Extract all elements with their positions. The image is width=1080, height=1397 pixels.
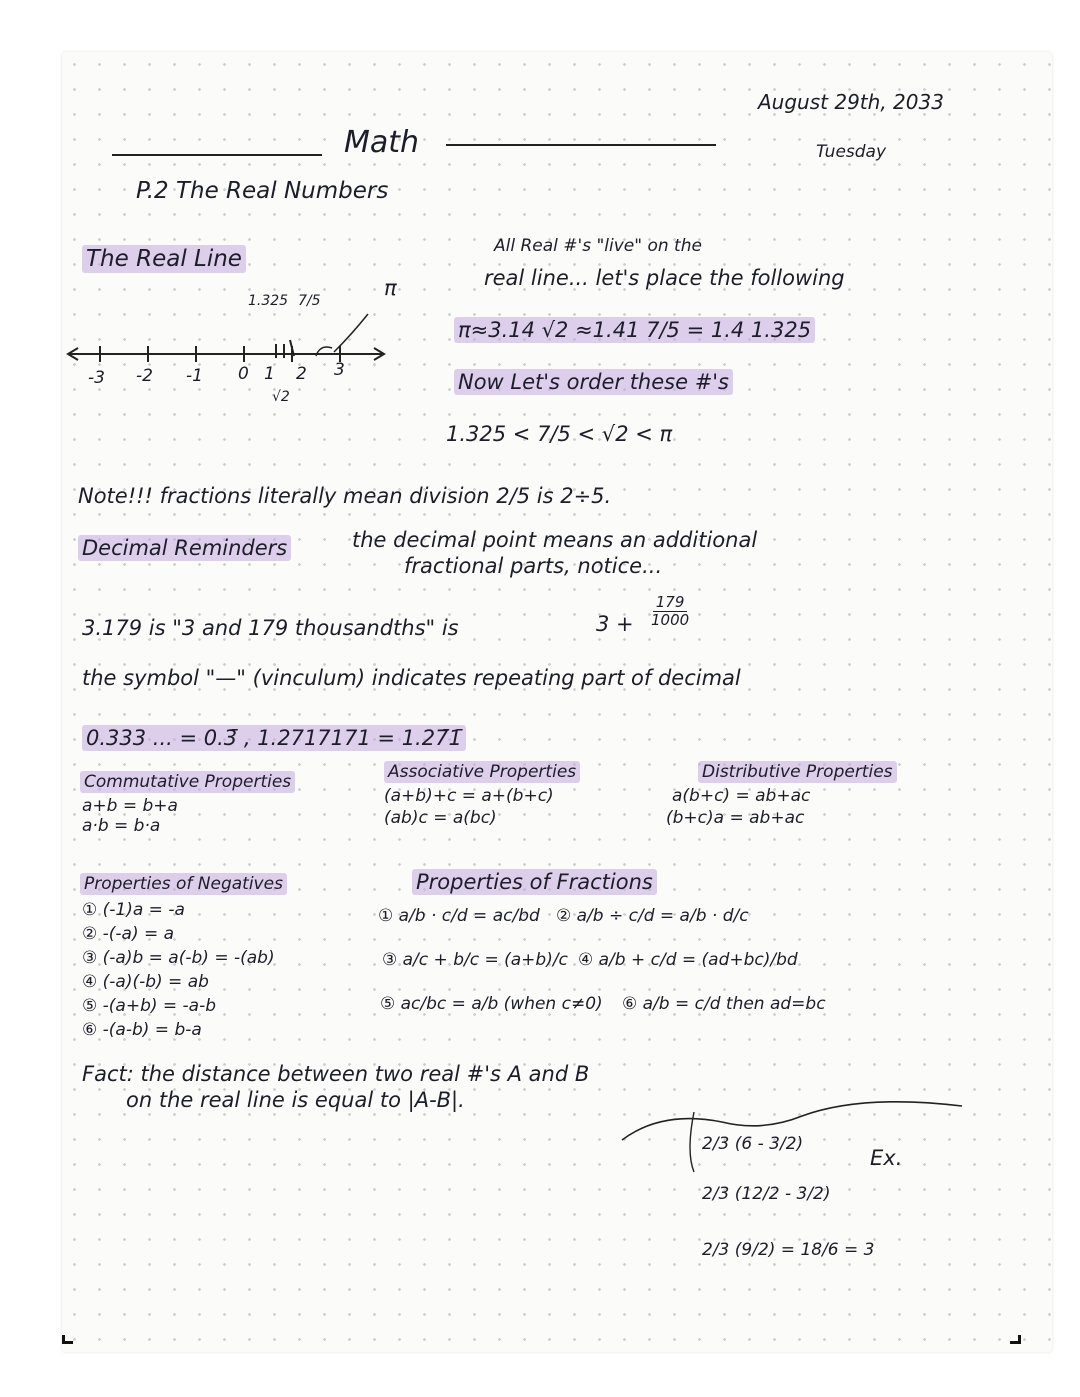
negatives-line: ⑤ -(a+b) = -a-b — [82, 996, 217, 1016]
fraction-denominator: 1000 — [651, 611, 690, 630]
fractions-note: Note!!! fractions literally mean division 2/5 is 2÷5. — [78, 484, 612, 508]
page-corner-right — [1010, 1335, 1021, 1344]
top-label-seven-fifths: 7/5 — [298, 293, 321, 309]
decimal-heading: Decimal Reminders — [78, 538, 291, 559]
example-step-3: 2/3 (9/2) = 18/6 = 3 — [702, 1240, 875, 1260]
sqrt2-label: √2 — [272, 389, 290, 405]
top-label-1325: 1.325 — [248, 293, 289, 309]
fact-line-2: on the real line is equal to |A-B|. — [126, 1088, 465, 1112]
page-corner-left — [62, 1335, 73, 1344]
fraction-property: ① a/b · c/d = ac/bd — [378, 906, 540, 926]
negatives-line: ⑥ -(a-b) = b-a — [82, 1020, 202, 1040]
fact-line-1: Fact: the distance between two real #'s A and B — [82, 1062, 590, 1086]
real-line-note-2: real line... let's place the following — [484, 266, 845, 290]
tick-label: 3 — [334, 360, 345, 380]
associative-line: (a+b)+c = a+(b+c) — [384, 786, 554, 806]
decimal-text-1: the decimal point means an additional — [352, 528, 758, 552]
decimal-example: 3.179 is "3 and 179 thousandths" is — [82, 616, 459, 640]
commutative-title: Commutative Properties — [80, 774, 295, 791]
tick-label: -3 — [88, 368, 105, 388]
fraction-numerator: 179 — [653, 594, 688, 612]
decimal-example-whole: 3 + — [596, 612, 634, 636]
fractions-title: Properties of Fractions — [412, 872, 657, 893]
weekday: Tuesday — [816, 142, 887, 162]
example-step-2: 2/3 (12/2 - 3/2) — [702, 1184, 831, 1204]
notebook-page — [62, 52, 1052, 1352]
example-step-1: 2/3 (6 - 3/2) — [702, 1134, 804, 1154]
associative-line: (ab)c = a(bc) — [384, 808, 497, 828]
decimal-text-2: fractional parts, notice... — [404, 554, 663, 578]
tick-label: -1 — [186, 366, 203, 386]
fraction-property: ③ a/c + b/c = (a+b)/c — [382, 950, 568, 970]
negatives-line: ① (-1)a = -a — [82, 900, 185, 920]
repeating-decimals: 0.333 ... = 0.3̄ , 1.2717171 = 1.27̄1̄ — [82, 728, 466, 749]
distributive-line: (b+c)a = ab+ac — [666, 808, 805, 828]
fraction-property: ⑥ a/b = c/d then ad=bc — [622, 994, 826, 1014]
tick-label: 1 — [264, 364, 275, 384]
example-label: Ex. — [870, 1146, 903, 1170]
example-underline — [62, 52, 1052, 1352]
fraction-property: ⑤ ac/bc = a/b (when c≠0) — [380, 994, 603, 1014]
fraction-property: ④ a/b + c/d = (ad+bc)/bd — [578, 950, 798, 970]
negatives-line: ④ (-a)(-b) = ab — [82, 972, 209, 992]
order-result: 1.325 < 7/5 < √2 < π — [446, 422, 673, 446]
commutative-line: a+b = b+a — [82, 796, 178, 816]
negatives-line: ③ (-a)b = a(-b) = -(ab) — [82, 948, 275, 968]
approx-values: π≈3.14 √2 ≈1.41 7/5 = 1.4 1.325 — [454, 320, 815, 341]
vinculum-note: the symbol "—" (vinculum) indicates repeating part of decimal — [82, 666, 741, 690]
fraction-property: ② a/b ÷ c/d = a/b · d/c — [556, 906, 749, 926]
associative-title: Associative Properties — [384, 764, 580, 781]
tick-label: -2 — [136, 366, 153, 386]
section-title: P.2 The Real Numbers — [136, 178, 389, 204]
real-line-heading: The Real Line — [82, 248, 246, 271]
tick-label: 2 — [296, 364, 307, 384]
distributive-line: a(b+c) = ab+ac — [672, 786, 811, 806]
top-label-pi: π — [384, 276, 397, 300]
distributive-title: Distributive Properties — [698, 764, 897, 781]
tick-label: 0 — [238, 364, 249, 384]
negatives-line: ② -(-a) = a — [82, 924, 175, 944]
real-line-note-1: All Real #'s "live" on the — [494, 236, 702, 256]
commutative-line: a·b = b·a — [82, 816, 161, 836]
negatives-title: Properties of Negatives — [80, 876, 287, 893]
date: August 29th, 2033 — [758, 90, 944, 114]
order-intro: Now Let's order these #'s — [454, 372, 733, 393]
subject-title: Math — [344, 125, 420, 160]
